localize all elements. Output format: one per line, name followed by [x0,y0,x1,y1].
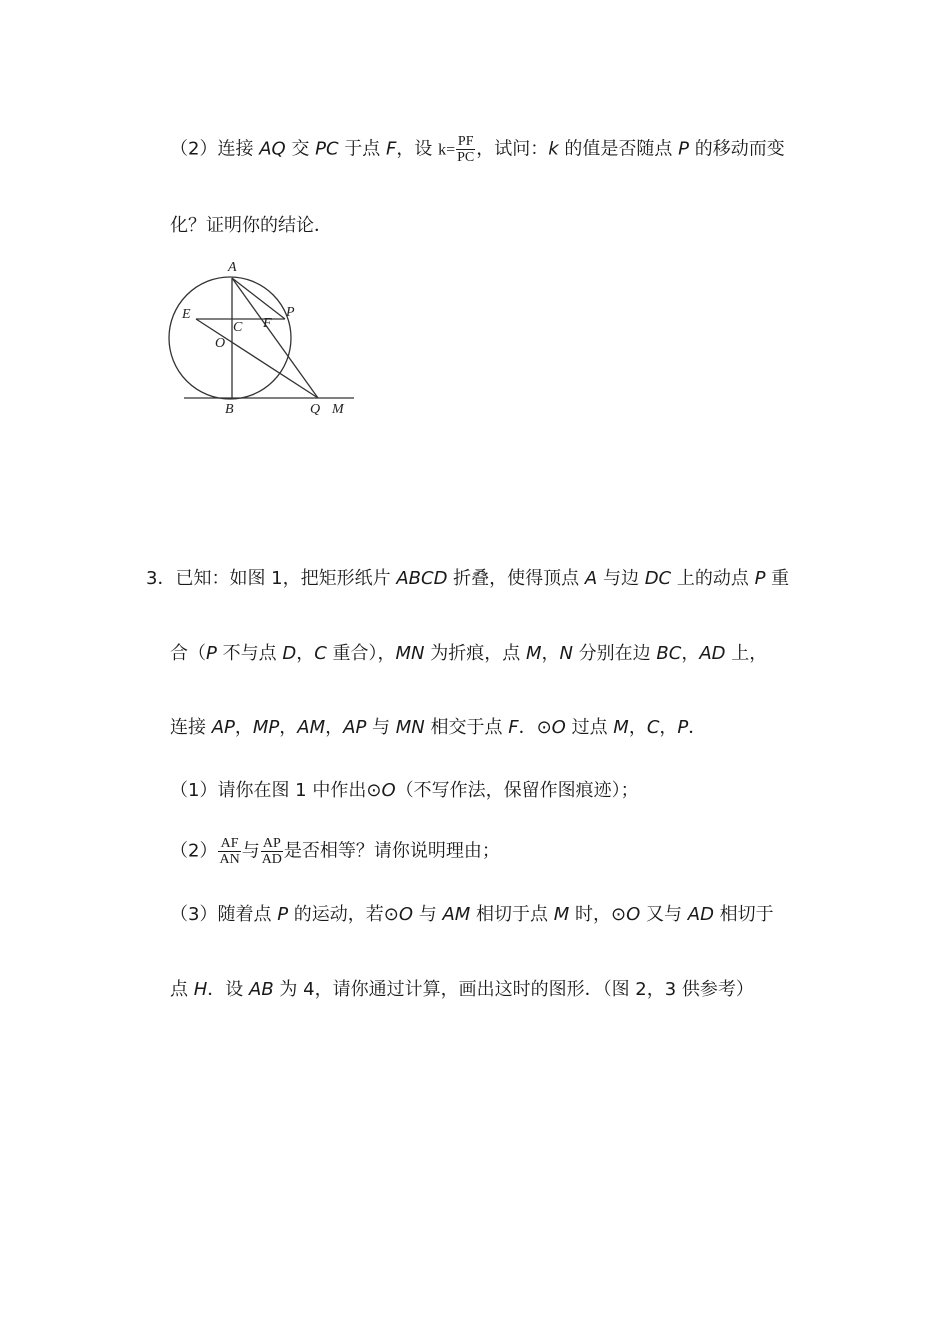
label-m: M [332,402,344,417]
q3-line4: 点 H．设 AB 为 4，请你通过计算，画出这时的图形．（图 2，3 供参考） [170,979,754,1000]
q3-line3: 连接 AP，MP，AM，AP 与 MN 相交于点 F．⊙O 过点 M，C，P． [170,717,707,738]
q3-line2: 合（P 不与点 D，C 重合），MN 为折痕，点 M，N 分别在边 BC，AD 上， [170,643,768,664]
label-o: O [215,336,226,351]
label-p: P [286,305,295,320]
q3-sub1: （1）请你在图 1 中作出⊙O（不写作法，保留作图痕迹）； [170,780,639,801]
q2-part2-line2: 化？证明你的结论． [170,215,332,236]
label-q: Q [310,402,321,417]
fraction-pf-pc: $\frac{PF}{PC}$ [457,134,475,165]
fraction-af-an: $\frac{AF}{AN}$ [219,836,240,867]
segment-eq [196,319,318,398]
circle-o [169,277,291,399]
label-a: A [228,260,237,275]
label-f: F [263,316,272,331]
q2-part2-line1: （2）连接 AQ 交 PC 于点 F，设 k= $\frac{PF}{PC}$ ，试问：k 的值是否随点 P 的移动而变 [170,134,785,165]
label-e: E [182,307,191,322]
label-c: C [233,320,243,335]
fraction-ap-ad: $\frac{AP}{AD}$ [261,836,282,867]
q3-sub2: （2） $\frac{AF}{AN}$ 与 $\frac{AP}{AD}$ 是否相等？请你说明理由； [170,836,500,867]
circle-figure [160,255,370,425]
q3-line1: 3．已知：如图 1，把矩形纸片 ABCD 折叠，使得顶点 A 与边 DC 上的动点 P 重 [146,568,790,589]
q3-sub3: （3）随着点 P 的运动，若⊙O 与 AM 相切于点 M 时，⊙O 又与 AD 相切于 [170,904,774,925]
label-b: B [225,402,234,417]
